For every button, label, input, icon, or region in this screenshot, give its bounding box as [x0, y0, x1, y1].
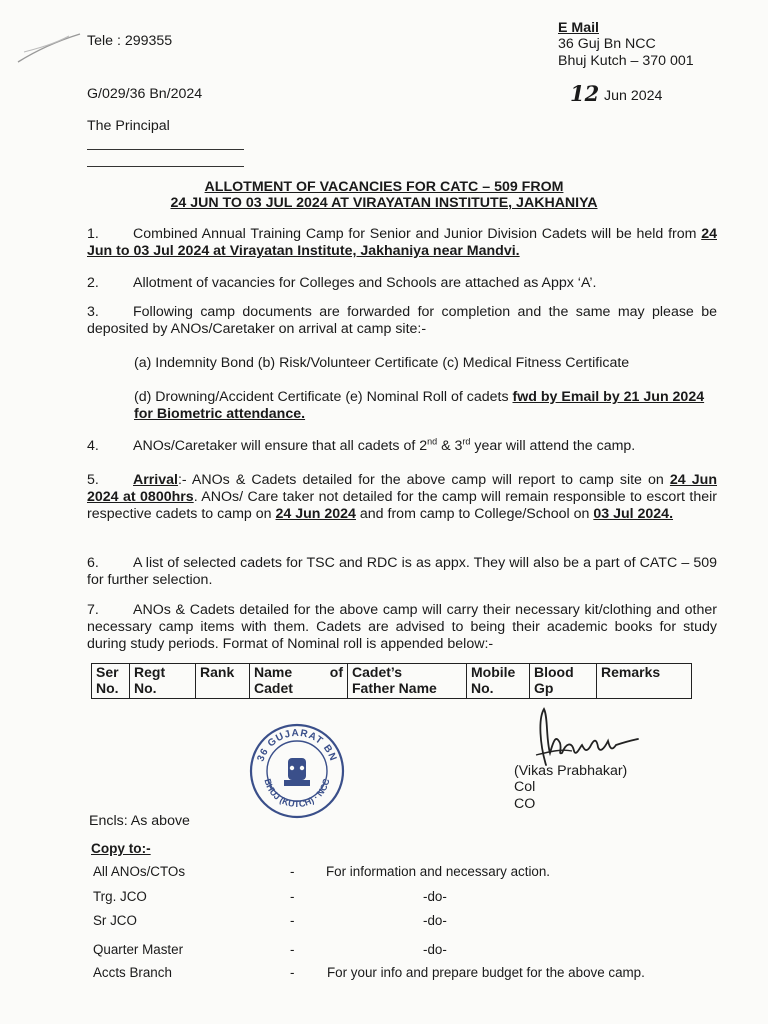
para-1 — [87, 226, 717, 260]
arrival-date-time: 24 Jun 2024 at 0800hrs — [87, 472, 717, 505]
col-father-name: Cadet’s Father Name — [348, 664, 467, 699]
copy-dash: - — [290, 942, 295, 957]
copy-to-row — [93, 913, 693, 930]
para-number: 4. — [87, 438, 99, 454]
copy-to-row — [93, 889, 693, 906]
copy-action: -do- — [423, 889, 447, 904]
email-label: E Mail — [558, 20, 599, 36]
para-5 — [87, 472, 717, 523]
unit-address: Bhuj Kutch – 370 001 — [558, 53, 694, 69]
svg-text:36 GUJARAT BN: 36 GUJARAT BN — [255, 727, 339, 764]
para-number: 3. — [87, 304, 99, 320]
nominal-roll-format-table — [91, 663, 692, 699]
para-4-text-c: year will attend the camp. — [470, 438, 636, 454]
para-5-text-a: :- ANOs & Cadets detailed for the above camp will report to camp site on — [177, 472, 664, 488]
signatory-appointment: CO — [514, 796, 536, 812]
col-blood-group: Blood Gp — [530, 664, 597, 699]
superscript-nd: nd — [427, 436, 438, 447]
para-4 — [87, 438, 717, 455]
date-month-year: Jun 2024 — [604, 88, 663, 104]
subject-line-1: ALLOTMENT OF VACANCIES FOR CATC – 509 FROM — [204, 179, 564, 195]
copy-action: -do- — [423, 942, 447, 957]
copy-action: -do- — [423, 913, 447, 928]
para-number: 1. — [87, 226, 99, 242]
col-name-of-cadet: Name of Cadet — [250, 664, 348, 699]
unit-seal-stamp — [248, 722, 346, 820]
copy-to-row — [93, 942, 693, 959]
copy-recipient: Trg. JCO — [93, 889, 147, 904]
copy-recipient: Quarter Master — [93, 942, 184, 957]
copy-recipient: Sr JCO — [93, 913, 137, 928]
col-remarks: Remarks — [597, 664, 692, 699]
para-7-text: ANOs & Cadets detailed for the above camp will carry their necessary kit/clothing and other necessary camp items with them. Cadets are advised to being their academic books for study during study periods. Format of Nominal roll is appended below:- — [87, 602, 717, 652]
col-regt-no: Regt No. — [130, 664, 196, 699]
reference-number: G/029/36 Bn/2024 — [87, 86, 203, 102]
para-7 — [87, 602, 717, 653]
table-header-row — [92, 664, 692, 699]
addressee: The Principal — [87, 118, 170, 134]
camp-dates-venue: 24 Jun to 03 Jul 2024 at Virayatan Institute, Jakhaniya near Mandvi. — [87, 226, 717, 259]
date-day-handwritten: 12 — [570, 81, 600, 106]
address-blank-line-1 — [87, 149, 244, 150]
signatory-rank: Col — [514, 779, 536, 795]
para-number: 6. — [87, 555, 99, 571]
para-number: 2. — [87, 275, 99, 291]
pen-mark — [14, 22, 84, 72]
para-4-text-b: & 3 — [437, 438, 463, 454]
para-number: 7. — [87, 602, 99, 618]
copy-dash: - — [290, 965, 295, 980]
para-2-text: Allotment of vacancies for Colleges and Schools are attached as Appx ‘A’. — [133, 275, 597, 291]
address-blank-line-2 — [87, 166, 244, 167]
email-deadline: fwd by Email by 21 Jun 2024 for Biometric attendance. — [134, 389, 705, 422]
para-3 — [87, 304, 717, 338]
para-5-text-c: . ANOs/ Care taker not detailed for the camp will remain responsible to escort their respective cadets to camp on — [87, 489, 718, 522]
copy-to-heading: Copy to:- — [91, 841, 151, 856]
copy-recipient: Accts Branch — [93, 965, 172, 980]
document-list-d-e-text: (d) Drowning/Accident Certificate (e) Nominal Roll of cadets — [134, 389, 509, 405]
copy-dash: - — [290, 913, 295, 928]
para-6-text: A list of selected cadets for TSC and RDC is as appx. They will also be a part of CATC – 509 for further selection. — [87, 555, 717, 588]
col-mobile-no: Mobile No. — [467, 664, 530, 699]
copy-to-row — [93, 965, 693, 982]
document-list-a-c: (a) Indemnity Bond (b) Risk/Volunteer Certificate (c) Medical Fitness Certificate — [134, 355, 630, 371]
copy-dash: - — [290, 864, 295, 879]
copy-recipient: All ANOs/CTOs — [93, 864, 186, 879]
para-4-text-a: ANOs/Caretaker will ensure that all cadets of 2 — [133, 438, 428, 454]
unit-name: 36 Guj Bn NCC — [558, 36, 656, 52]
document-list-d-e — [134, 389, 706, 423]
copy-action: For your info and prepare budget for the above camp. — [327, 965, 645, 980]
para-6 — [87, 555, 717, 589]
superscript-rd: rd — [462, 436, 471, 447]
enclosures: Encls: As above — [89, 813, 190, 829]
subject-line-2: 24 JUN TO 03 JUL 2024 AT VIRAYATAN INSTITUTE, JAKHANIYA — [170, 195, 598, 211]
escort-to-camp-date: 24 Jun 2024 — [275, 506, 356, 522]
para-1-text: Combined Annual Training Camp for Senior and Junior Division Cadets will be held from — [133, 226, 697, 242]
para-3-text: Following camp documents are forwarded for completion and the same may please be deposited by ANOs/Caretaker on arrival at camp site:- — [87, 304, 717, 337]
copy-dash: - — [290, 889, 295, 904]
return-date: 03 Jul 2024. — [593, 506, 674, 522]
para-5-text-e: and from camp to College/School on — [355, 506, 590, 522]
copy-to-row — [93, 864, 693, 881]
col-rank: Rank — [196, 664, 250, 699]
signatory-name: (Vikas Prabhakar) — [514, 763, 628, 779]
handwritten-signature — [532, 705, 647, 770]
arrival-label: Arrival — [133, 472, 178, 488]
copy-action: For information and necessary action. — [326, 864, 551, 879]
col-ser-no: Ser No. — [92, 664, 130, 699]
para-2 — [87, 275, 717, 292]
svg-text:BHUJ (KUTCH) · NCC: BHUJ (KUTCH) · NCC — [262, 777, 332, 810]
para-number: 5. — [87, 472, 99, 488]
telephone: Tele : 299355 — [87, 33, 173, 49]
